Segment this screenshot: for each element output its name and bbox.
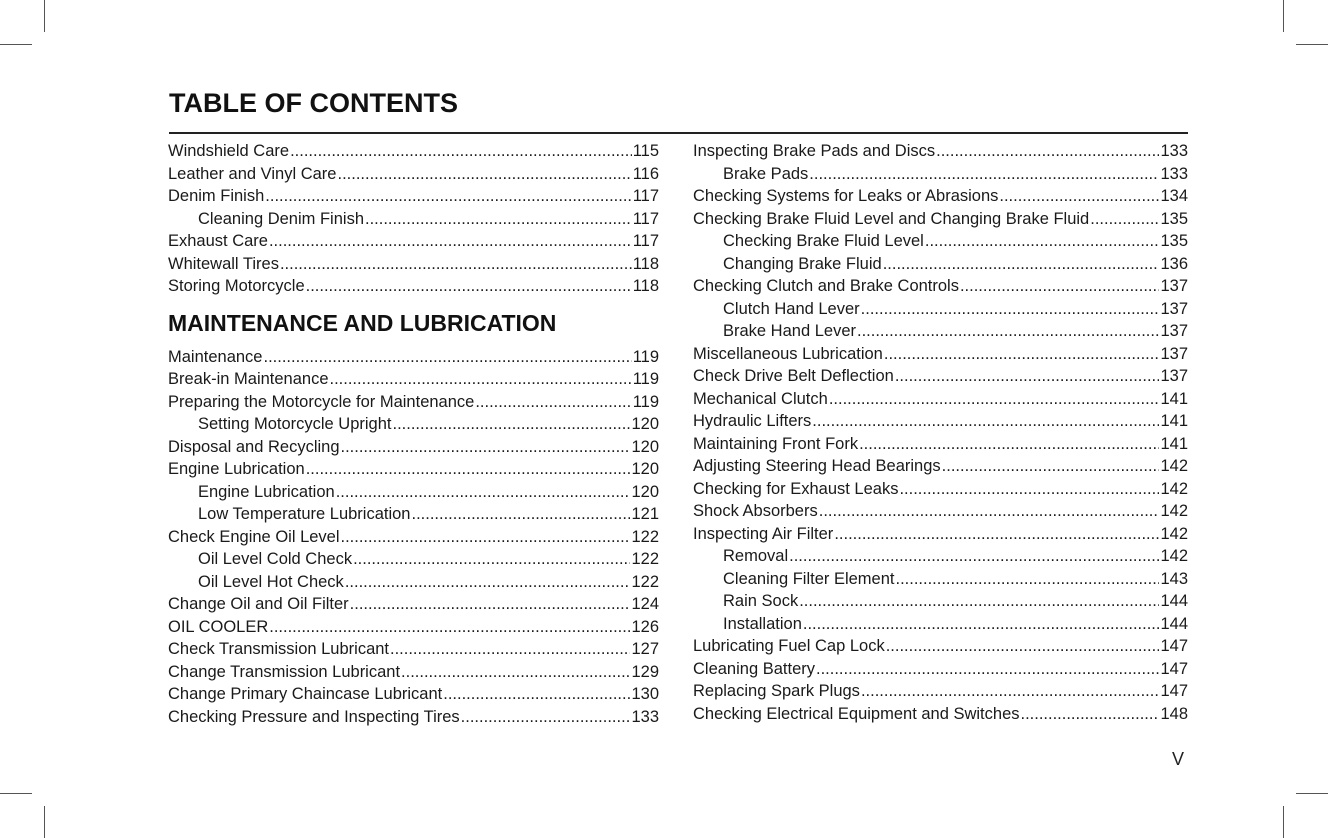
crop-mark (1283, 0, 1284, 32)
toc-entry[interactable] (168, 275, 659, 298)
toc-entry-title: Checking Pressure and Inspecting Tires (168, 707, 460, 726)
toc-entry-page: 122 (631, 572, 659, 591)
dot-leader (353, 548, 630, 571)
dot-leader (936, 140, 1159, 163)
dot-leader (263, 346, 631, 369)
toc-entry-page: 142 (1160, 457, 1188, 475)
toc-entry-title: Oil Level Cold Check (198, 550, 353, 568)
toc-entry-page: 137 (1160, 344, 1188, 363)
toc-entry-page: 127 (631, 640, 659, 658)
toc-entry[interactable] (693, 635, 1188, 658)
crop-mark (1296, 793, 1328, 794)
toc-entry-page: 120 (631, 482, 659, 501)
toc-entry-page: 117 (632, 232, 659, 250)
toc-entry-page: 119 (632, 370, 659, 388)
section-heading: MAINTENANCE AND LUBRICATION (168, 309, 557, 336)
dot-leader (443, 683, 630, 706)
toc-entry-title: Denim Finish (168, 187, 265, 205)
toc-entry-page: 120 (631, 415, 659, 433)
toc-entry-page: 137 (1160, 277, 1188, 295)
toc-entry-title: Check Drive Belt Deflection (693, 367, 894, 385)
dot-leader (280, 253, 632, 276)
toc-entry[interactable] (168, 661, 659, 684)
toc-group (693, 140, 1188, 725)
toc-entry-title: Rain Sock (723, 592, 799, 610)
toc-entry[interactable] (693, 298, 1188, 321)
toc-entry-title: Engine Lubrication (168, 460, 305, 478)
dot-leader (883, 253, 1160, 276)
toc-entry-title: Change Transmission Lubricant (168, 662, 401, 681)
toc-entry-page: 143 (1160, 569, 1188, 588)
dot-leader (401, 661, 630, 684)
dot-leader (859, 433, 1159, 456)
dot-leader (884, 343, 1160, 366)
toc-entry-page: 144 (1160, 614, 1188, 633)
toc-entry-title: Setting Motorcycle Upright (198, 415, 392, 433)
toc-entry[interactable] (693, 343, 1188, 366)
toc-entry[interactable] (693, 658, 1188, 681)
toc-entry[interactable] (693, 275, 1188, 298)
toc-entry-page: 147 (1160, 682, 1188, 700)
toc-entry[interactable] (693, 545, 1188, 568)
dot-leader (886, 635, 1160, 658)
toc-entry-title: Mechanical Clutch (693, 389, 828, 408)
toc-entry-page: 133 (1160, 142, 1188, 160)
dot-leader (809, 163, 1159, 186)
toc-entry-page: 137 (1160, 322, 1188, 340)
toc-entry[interactable] (168, 571, 659, 594)
toc-entry-page: 142 (1160, 547, 1188, 565)
toc-entry-page: 134 (1160, 187, 1188, 205)
dot-leader (895, 365, 1160, 388)
toc-entry[interactable] (168, 706, 659, 729)
toc-entry-page: 126 (631, 617, 659, 636)
crop-mark (0, 44, 32, 45)
toc-entry-page: 118 (632, 254, 659, 273)
dot-leader (861, 680, 1160, 703)
toc-entry-title: Replacing Spark Plugs (693, 682, 860, 700)
dot-leader (390, 638, 630, 661)
toc-entry-page: 130 (631, 685, 659, 703)
toc-entry-page: 124 (631, 595, 659, 613)
toc-entry-title: Removal (723, 547, 789, 565)
toc-entry-title: Brake Pads (723, 164, 809, 183)
toc-entry-page: 141 (1160, 434, 1188, 453)
toc-entry[interactable] (693, 590, 1188, 613)
toc-entry-page: 117 (632, 209, 659, 228)
toc-entry[interactable] (168, 413, 659, 436)
dot-leader (269, 616, 630, 639)
toc-entry[interactable] (168, 481, 659, 504)
toc-entry[interactable] (693, 365, 1188, 388)
dot-leader (857, 320, 1159, 343)
dot-leader (803, 613, 1160, 636)
toc-entry-page: 119 (632, 392, 659, 411)
toc-entry[interactable] (168, 208, 659, 231)
toc-entry-title: Checking Clutch and Brake Controls (693, 277, 959, 295)
toc-column-left (168, 140, 659, 728)
dot-leader (341, 436, 631, 459)
toc-entry[interactable] (693, 320, 1188, 343)
toc-entry[interactable] (693, 478, 1188, 501)
toc-entry-title: OIL COOLER (168, 617, 269, 636)
toc-entry[interactable] (693, 500, 1188, 523)
dot-leader (345, 571, 631, 594)
toc-entry[interactable] (693, 680, 1188, 703)
toc-entry-page: 135 (1160, 232, 1188, 250)
toc-entry-page: 119 (632, 347, 659, 366)
toc-entry-title: Lubricating Fuel Cap Lock (693, 637, 885, 655)
toc-entry-page: 141 (1160, 389, 1188, 408)
toc-entry-title: Maintaining Front Fork (693, 434, 859, 453)
toc-entry-title: Checking Electrical Equipment and Switches (693, 704, 1020, 723)
toc-entry[interactable] (693, 253, 1188, 276)
dot-leader (819, 500, 1160, 523)
dot-leader (896, 568, 1160, 591)
toc-entry-page: 115 (632, 142, 659, 160)
toc-entry[interactable] (693, 613, 1188, 636)
toc-entry-title: Leather and Vinyl Care (168, 164, 337, 183)
toc-entry[interactable] (168, 368, 659, 391)
toc-entry-page: 133 (631, 707, 659, 726)
toc-entry[interactable] (168, 638, 659, 661)
crop-mark (44, 0, 45, 32)
toc-entry[interactable] (693, 410, 1188, 433)
dot-leader (337, 163, 631, 186)
toc-entry-title: Shock Absorbers (693, 502, 818, 520)
toc-entry-page: 129 (631, 662, 659, 681)
toc-entry-page: 137 (1160, 367, 1188, 385)
toc-entry[interactable] (693, 388, 1188, 411)
toc-entry-title: Checking Brake Fluid Level (723, 232, 924, 250)
toc-entry-title: Changing Brake Fluid (723, 254, 882, 273)
dot-leader (290, 140, 632, 163)
toc-entry[interactable] (168, 436, 659, 459)
dot-leader (330, 368, 632, 391)
crop-mark (0, 793, 32, 794)
toc-entry[interactable] (168, 526, 659, 549)
dot-leader (816, 658, 1159, 681)
dot-leader (812, 410, 1159, 433)
toc-entry[interactable] (693, 523, 1188, 546)
toc-entry-title: Break-in Maintenance (168, 370, 329, 388)
toc-entry[interactable] (168, 458, 659, 481)
toc-entry-title: Inspecting Brake Pads and Discs (693, 142, 936, 160)
dot-leader (899, 478, 1159, 501)
toc-entry-title: Check Transmission Lubricant (168, 640, 390, 658)
toc-entry-title: Checking Systems for Leaks or Abrasions (693, 187, 999, 205)
toc-entry[interactable] (168, 230, 659, 253)
toc-entry[interactable] (693, 163, 1188, 186)
toc-entry[interactable] (693, 703, 1188, 726)
toc-entry-title: Checking for Exhaust Leaks (693, 479, 899, 498)
toc-entry-page: 148 (1160, 704, 1188, 723)
dot-leader (1090, 208, 1159, 231)
toc-entry-title: Oil Level Hot Check (198, 572, 344, 591)
toc-entry-page: 120 (631, 460, 659, 478)
dot-leader (306, 458, 631, 481)
toc-entry[interactable] (693, 455, 1188, 478)
dot-leader (350, 593, 631, 616)
toc-entry-page: 141 (1160, 412, 1188, 430)
toc-entry[interactable] (693, 433, 1188, 456)
toc-entry-title: Engine Lubrication (198, 482, 335, 501)
toc-entry-page: 117 (632, 187, 659, 205)
dot-leader (393, 413, 631, 436)
toc-entry-title: Cleaning Denim Finish (198, 209, 364, 228)
toc-entry-title: Clutch Hand Lever (723, 299, 860, 318)
toc-entry-title: Check Engine Oil Level (168, 527, 340, 546)
toc-entry-page: 135 (1160, 209, 1188, 228)
toc-entry-page: 142 (1160, 502, 1188, 520)
toc-entry-page: 142 (1160, 479, 1188, 498)
toc-entry-page: 118 (632, 277, 659, 295)
dot-leader (336, 481, 631, 504)
dot-leader (789, 545, 1159, 568)
dot-leader (306, 275, 632, 298)
toc-entry-title: Disposal and Recycling (168, 437, 340, 456)
title-rule (169, 132, 1188, 134)
toc-entry-title: Storing Motorcycle (168, 277, 305, 295)
dot-leader (475, 391, 631, 414)
dot-leader (999, 185, 1159, 208)
page-number: V (1172, 749, 1185, 769)
toc-entry-page: 147 (1160, 659, 1188, 678)
toc-entry[interactable] (168, 185, 659, 208)
dot-leader (341, 526, 631, 549)
toc-entry-page: 144 (1160, 592, 1188, 610)
toc-entry-page: 133 (1160, 164, 1188, 183)
page-title: TABLE OF CONTENTS (169, 88, 458, 118)
toc-entry-page: 120 (631, 437, 659, 456)
dot-leader (960, 275, 1160, 298)
dot-leader (834, 523, 1159, 546)
toc-entry-page: 122 (631, 527, 659, 546)
toc-entry-title: Inspecting Air Filter (693, 524, 834, 543)
toc-entry[interactable] (168, 548, 659, 571)
dot-leader (412, 503, 631, 526)
dot-leader (829, 388, 1160, 411)
toc-entry[interactable] (168, 253, 659, 276)
toc-entry[interactable] (693, 140, 1188, 163)
toc-entry[interactable] (168, 346, 659, 369)
toc-entry[interactable] (693, 230, 1188, 253)
toc-entry-title: Windshield Care (168, 142, 290, 160)
toc-entry-title: Change Oil and Oil Filter (168, 595, 349, 613)
toc-entry-title: Maintenance (168, 347, 263, 366)
dot-leader (1021, 703, 1160, 726)
toc-entry[interactable] (168, 683, 659, 706)
toc-entry-title: Installation (723, 614, 802, 633)
toc-entry-title: Low Temperature Lubrication (198, 505, 411, 523)
toc-entry[interactable] (168, 391, 659, 414)
toc-entry-page: 116 (632, 164, 659, 183)
toc-group (168, 140, 659, 298)
crop-mark (44, 806, 45, 838)
toc-entry-page: 137 (1160, 299, 1188, 318)
toc-entry[interactable] (693, 208, 1188, 231)
toc-column-right (693, 140, 1188, 725)
dot-leader (365, 208, 632, 231)
dot-leader (861, 298, 1160, 321)
toc-entry-title: Miscellaneous Lubrication (693, 344, 883, 363)
toc-entry-title: Change Primary Chaincase Lubricant (168, 685, 443, 703)
toc-entry-title: Brake Hand Lever (723, 322, 856, 340)
toc-entry-title: Whitewall Tires (168, 254, 279, 273)
dot-leader (925, 230, 1160, 253)
toc-entry[interactable] (168, 140, 659, 163)
toc-group (168, 346, 659, 729)
toc-entry-title: Preparing the Motorcycle for Maintenance (168, 392, 475, 411)
toc-entry[interactable] (693, 185, 1188, 208)
toc-entry-title: Adjusting Steering Head Bearings (693, 457, 941, 475)
dot-leader (269, 230, 632, 253)
toc-entry-title: Hydraulic Lifters (693, 412, 812, 430)
crop-mark (1283, 806, 1284, 838)
toc-entry-title: Exhaust Care (168, 232, 268, 250)
dot-leader (799, 590, 1159, 613)
toc-entry[interactable] (168, 503, 659, 526)
toc-entry[interactable] (693, 568, 1188, 591)
toc-entry[interactable] (168, 616, 659, 639)
dot-leader (942, 455, 1160, 478)
dot-leader (461, 706, 631, 729)
toc-entry-page: 142 (1160, 524, 1188, 543)
toc-entry-page: 122 (631, 550, 659, 568)
toc-entry-page: 147 (1160, 637, 1188, 655)
toc-entry-page: 121 (631, 505, 659, 523)
dot-leader (265, 185, 631, 208)
toc-entry[interactable] (168, 593, 659, 616)
crop-mark (1296, 44, 1328, 45)
toc-entry-title: Cleaning Filter Element (723, 569, 895, 588)
toc-entry-page: 136 (1160, 254, 1188, 273)
toc-entry-title: Checking Brake Fluid Level and Changing Brake Fluid (693, 209, 1090, 228)
toc-entry-title: Cleaning Battery (693, 659, 815, 678)
toc-entry[interactable] (168, 163, 659, 186)
